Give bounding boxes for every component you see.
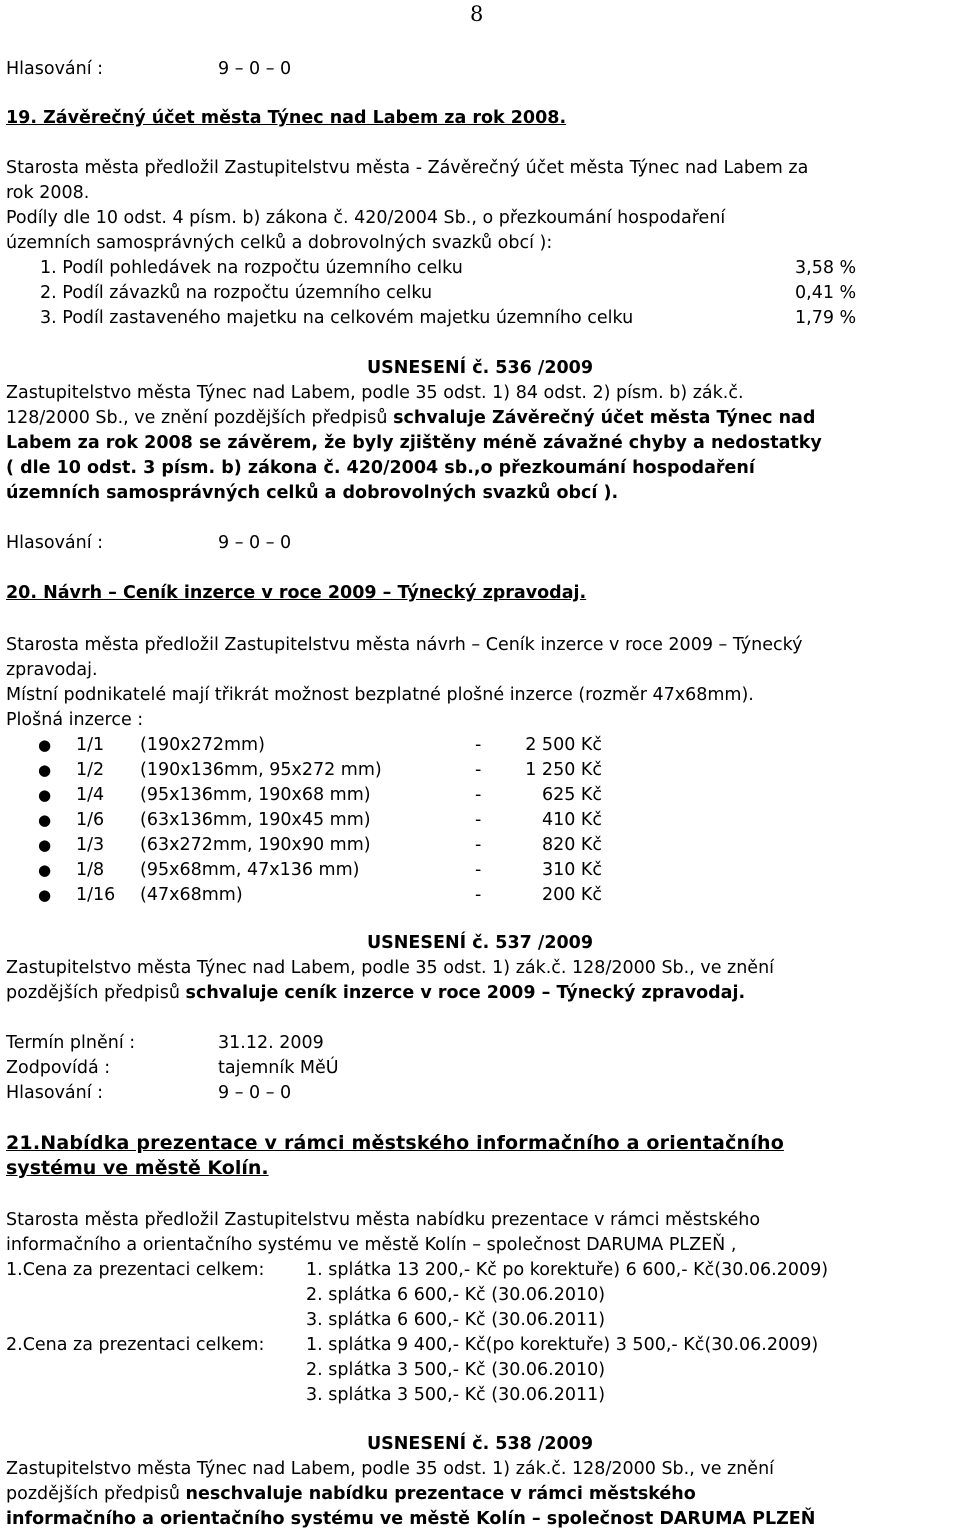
- price-dash: -: [475, 885, 482, 905]
- section-19-text: rok 2008.: [6, 183, 90, 203]
- share-item-label: 1. Podíl pohledávek na rozpočtu územního celku: [40, 258, 463, 278]
- price-value: 820 Kč: [541, 835, 602, 855]
- price-dimensions: (63x272mm, 190x90 mm): [140, 835, 371, 855]
- share-item-value: 3,58 %: [795, 258, 857, 278]
- resolution-text: 128/2000 Sb., ve znění pozdějších předpisů schvaluje Závěrečný účet města Týnec nad: [6, 408, 816, 428]
- resolution-text: Labem za rok 2008 se závěrem, že byly zjištěny méně závažné chyby a nedostatky: [6, 433, 822, 453]
- bullet-icon: ●: [38, 786, 52, 804]
- price-dash: -: [475, 835, 482, 855]
- price-size: 1/2: [76, 760, 105, 780]
- price-dash: -: [475, 735, 482, 755]
- bullet-icon: ●: [38, 736, 52, 754]
- vote-label: Hlasování :: [6, 533, 104, 553]
- vote-label: Hlasování :: [6, 59, 104, 79]
- price-value: 310 Kč: [541, 860, 602, 880]
- section-21-text: informačního a orientačního systému ve městě Kolín – společnost DARUMA PLZEŇ ,: [6, 1235, 737, 1255]
- share-item-value: 1,79 %: [795, 308, 857, 328]
- price-dimensions: (95x136mm, 190x68 mm): [140, 785, 371, 805]
- offer-installment: 2. splátka 3 500,- Kč (30.06.2010): [306, 1360, 606, 1380]
- vote-label: Hlasování :: [6, 1083, 104, 1103]
- vote-value: 9 – 0 – 0: [218, 59, 292, 79]
- price-dimensions: (190x272mm): [140, 735, 265, 755]
- share-item-value: 0,41 %: [795, 283, 857, 303]
- offer-installment: 1. splátka 13 200,- Kč po korektuře) 6 600,- Kč(30.06.2009): [306, 1260, 829, 1280]
- offer-installment: 3. splátka 6 600,- Kč (30.06.2011): [306, 1310, 606, 1330]
- price-value: 625 Kč: [541, 785, 602, 805]
- price-dash: -: [475, 860, 482, 880]
- section-21-heading: systému ve městě Kolín.: [6, 1157, 269, 1179]
- price-size: 1/4: [76, 785, 105, 805]
- resolution-text: informačního a orientačního systému ve městě Kolín – společnost DARUMA PLZEŇ: [6, 1509, 816, 1529]
- offer-installment: 1. splátka 9 400,- Kč(po korektuře) 3 500,- Kč(30.06.2009): [306, 1335, 819, 1355]
- price-value: 200 Kč: [541, 885, 602, 905]
- offer-installment: 2. splátka 6 600,- Kč (30.06.2010): [306, 1285, 606, 1305]
- price-dash: -: [475, 760, 482, 780]
- resolution-text: Zastupitelstvo města Týnec nad Labem, podle 35 odst. 1) zák.č. 128/2000 Sb., ve znění: [6, 958, 775, 978]
- section-21-heading: 21.Nabídka prezentace v rámci městského informačního a orientačního: [6, 1132, 784, 1154]
- resolution-title: USNESENÍ č. 536 /2009: [366, 358, 594, 378]
- term-value: 31.12. 2009: [218, 1033, 324, 1053]
- bullet-icon: ●: [38, 886, 52, 904]
- section-19-text: Starosta města předložil Zastupitelstvu města - Závěrečný účet města Týnec nad Labem za: [6, 158, 809, 178]
- price-dimensions: (63x136mm, 190x45 mm): [140, 810, 371, 830]
- bullet-icon: ●: [38, 761, 52, 779]
- section-19-text: Podíly dle 10 odst. 4 písm. b) zákona č. 420/2004 Sb., o přezkoumání hospodaření: [6, 208, 726, 228]
- price-value: 410 Kč: [541, 810, 602, 830]
- section-20-text: zpravodaj.: [6, 660, 98, 680]
- price-size: 1/6: [76, 810, 105, 830]
- vote-value: 9 – 0 – 0: [218, 1083, 292, 1103]
- resolution-text: pozdějších předpisů neschvaluje nabídku prezentace v rámci městského: [6, 1484, 696, 1504]
- share-item-label: 3. Podíl zastaveného majetku na celkovém majetku územního celku: [40, 308, 634, 328]
- resolution-title: USNESENÍ č. 538 /2009: [366, 1434, 594, 1454]
- section-20-text: Starosta města předložil Zastupitelstvu města návrh – Ceník inzerce v roce 2009 – Týnecký: [6, 635, 803, 655]
- bullet-icon: ●: [38, 861, 52, 879]
- price-dash: -: [475, 810, 482, 830]
- responsible-label: Zodpovídá :: [6, 1058, 111, 1078]
- price-size: 1/8: [76, 860, 105, 880]
- bullet-icon: ●: [38, 811, 52, 829]
- resolution-text: územních samosprávných celků a dobrovolných svazků obcí ).: [6, 483, 619, 503]
- section-20-text: Místní podnikatelé mají třikrát možnost bezplatné plošné inzerce (rozměr 47x68mm).: [6, 685, 754, 705]
- section-19-text: územních samosprávných celků a dobrovolných svazků obcí ):: [6, 233, 553, 253]
- resolution-text: Zastupitelstvo města Týnec nad Labem, podle 35 odst. 1) 84 odst. 2) písm. b) zák.č.: [6, 383, 744, 403]
- offer-2-label: 2.Cena za prezentaci celkem:: [6, 1335, 265, 1355]
- resolution-text: pozdějších předpisů schvaluje ceník inzerce v roce 2009 – Týnecký zpravodaj.: [6, 983, 746, 1003]
- resolution-text: Zastupitelstvo města Týnec nad Labem, podle 35 odst. 1) zák.č. 128/2000 Sb., ve znění: [6, 1459, 775, 1479]
- responsible-value: tajemník MěÚ: [218, 1058, 339, 1078]
- section-20-text: Plošná inzerce :: [6, 710, 144, 730]
- price-dimensions: (95x68mm, 47x136 mm): [140, 860, 360, 880]
- vote-value: 9 – 0 – 0: [218, 533, 292, 553]
- offer-1-label: 1.Cena za prezentaci celkem:: [6, 1260, 265, 1280]
- page-number: 8: [470, 2, 484, 26]
- price-value: 1 250 Kč: [525, 760, 602, 780]
- section-21-text: Starosta města předložil Zastupitelstvu města nabídku prezentace v rámci městského: [6, 1210, 761, 1230]
- resolution-title: USNESENÍ č. 537 /2009: [366, 933, 594, 953]
- section-20-heading: 20. Návrh – Ceník inzerce v roce 2009 – Týnecký zpravodaj.: [6, 583, 587, 603]
- term-label: Termín plnění :: [6, 1033, 136, 1053]
- bullet-icon: ●: [38, 836, 52, 854]
- section-19-heading: 19. Závěrečný účet města Týnec nad Labem za rok 2008.: [6, 108, 567, 128]
- share-item-label: 2. Podíl závazků na rozpočtu územního celku: [40, 283, 433, 303]
- offer-installment: 3. splátka 3 500,- Kč (30.06.2011): [306, 1385, 606, 1405]
- price-size: 1/16: [76, 885, 116, 905]
- price-dimensions: (47x68mm): [140, 885, 243, 905]
- resolution-text: ( dle 10 odst. 3 písm. b) zákona č. 420/2004 sb.,o přezkoumání hospodaření: [6, 458, 755, 478]
- price-dimensions: (190x136mm, 95x272 mm): [140, 760, 382, 780]
- price-size: 1/1: [76, 735, 105, 755]
- price-size: 1/3: [76, 835, 105, 855]
- price-value: 2 500 Kč: [525, 735, 602, 755]
- price-dash: -: [475, 785, 482, 805]
